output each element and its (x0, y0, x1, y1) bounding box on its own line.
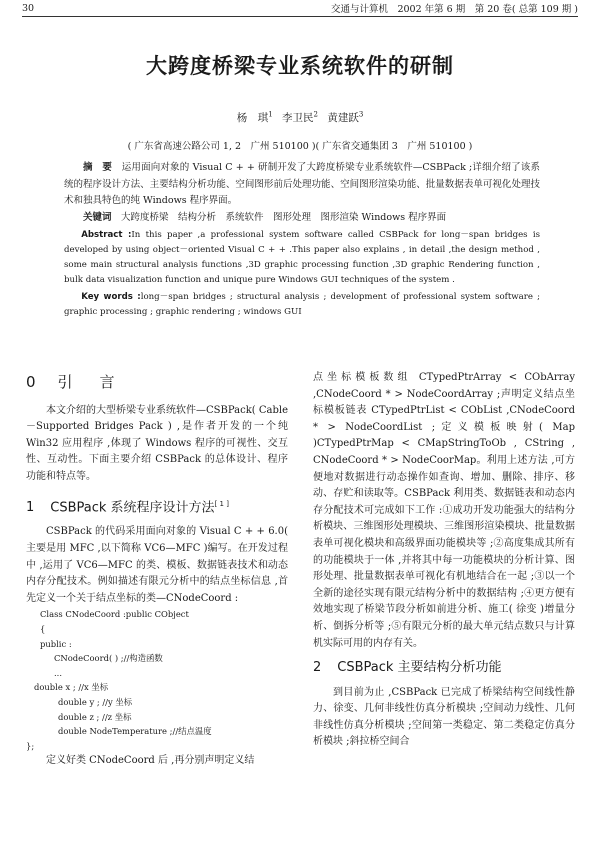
abstract-en: Abstract :In this paper ,a professional system software called CSBPack for long－span bridges is developed by using object－oriented Visual C + + .This paper also explains , in detail ,the design method , some main structural analysis functions ,3D graphic processing function ,3D graphic Rendering function , bulk data visualization function and unique pure Windows GUI techniques of the system . (64, 230, 540, 285)
code-line: }; (26, 740, 35, 751)
author-list (0, 110, 600, 125)
keywords-cn: 关键词 大跨度桥梁 结构分析 系统软件 图形处理 图形渲染 Windows 程序界面 (83, 211, 447, 223)
abstract-label: 摘 要 (83, 162, 113, 173)
abstract-en-label: Abstract : (81, 230, 132, 240)
code-line: double z ; //z 坐标 (58, 711, 132, 722)
section-1-heading: 1 CSBPack 系统程序设计方法[ 1 ] (26, 499, 229, 515)
left-column (26, 370, 288, 770)
abstract-block (64, 160, 540, 320)
section-0-heading: 0 引 言 (26, 373, 121, 391)
keywords-en: Key words :long－span bridges ; structural analysis ; development of professional system software ; graphic processing ; graphic rendering ; windows GUI (64, 292, 541, 317)
code-line: double y ; //y 坐标 (58, 697, 133, 708)
page-number: 30 (22, 2, 35, 14)
section-1-paragraph: CSBPack 的代码采用面向对象的 Visual C + + 6.0( 主要是用 MFC ,以下简称 VC6—MFC )编写。在开发过程中 ,运用了 VC6—MFC 的类、模板、数据链表技术和动态内存分配技术。例如描述有限元分析中的结点坐标信息 ,首先定义一个关于结点坐标的类—CNodeCoord : (26, 526, 288, 604)
author-name: 杨 琪$^1$ (236, 110, 273, 124)
section-1-paragraph-cont: 定义好类 CNodeCoord 后 ,再分别声明定义结 (46, 755, 255, 767)
author-name: 黄建跃$^3$ (327, 110, 364, 124)
code-line: Class CNodeCoord :public CObject (40, 609, 189, 620)
citation: [ 1 ] (214, 499, 229, 508)
section-2-heading: 2 CSBPack 主要结构分析功能 (313, 660, 502, 676)
right-paragraph: 点坐标模板数组 CTypedPtrArray < CObArray ,CNodeCoord * > NodeCoordArray ;声明定义结点坐标模板链表 CTypedPtrList < CObList ,CNodeCoord * > NodeCoordList ;定义模板映射( Map )CTypedPtrMap < CMapStringToOb , CString , CNodeCoord * > NodeCoorMap。利用上述方法 ,可方便地对数据进行动态操作如查询、增加、删除、排序、移动、存贮和读取等。CSBPack 利用类、数据链表和动态内存分配技术可完成如下工作 :①成功开发功能强大的结构分析模块、三维图形处理模块、三维图形渲染模块、批量数据表单可视化模块和高级界面功能模块等 ;②高度集成其所有的功能模块于一体 ,并将其中每一功能模块的分析计算、图形处理、批量数据表单可视化有机地结合在一起 ;③以一个全新的途径实现有限元结构分析中的数据结构 ;④更方便有效地实现了桥梁节段分析如前进分析、施工( 徐变 )增量分析、倒拆分析等 ;⑤有限元分析的最大单元结点数只与计算机实际可用的内存有关。 (313, 372, 575, 649)
code-line: double NodeTemperature ;//结点温度 (58, 726, 212, 737)
code-listing (26, 607, 288, 753)
running-header (22, 0, 578, 17)
keywords-en-label: Key words : (81, 292, 141, 302)
section-0-paragraph: 本文介绍的大型桥梁专业系统软件—CSBPack( Cable－Supported Bridges Pack ) ,是作者开发的一个纯 Win32 应用程序 ,体现了 Windows 程序的可视性、交互性、互动性。下面主要介绍 CSBPack 的总体设计、程序功能和特点等。 (26, 404, 288, 482)
code-line: public : (40, 638, 72, 649)
journal-info: 交通与计算机 2002 年第 6 期 第 20 卷( 总第 109 期 ) (330, 4, 578, 15)
section-2-paragraph: 到目前为止 ,CSBPack 已完成了桥梁结构空间线性静力、徐变、几何非线性仿真分析模块 ;空间动力线性、几何非线性仿真分析模块 ;空间第一类稳定、第二类稳定仿真分析模块 ;斜拉桥空间合 (313, 686, 575, 748)
right-column (313, 370, 575, 751)
paper-title: 大跨度桥梁专业系统软件的研制 (146, 54, 454, 78)
keywords-label: 关键词 (83, 211, 112, 223)
code-line: { (40, 624, 46, 635)
abstract-cn: 摘 要 运用面向对象的 Visual C + + 研制开发了大跨度桥梁专业系统软件—CSBPack ;详细介绍了该系统的程序设计方法、主要结构分析功能、空间图形前后处理功能、空间图形渲染功能、批量数据表单可视化处理技术和独具特色的纯 Windows 程序界面。 (64, 162, 540, 206)
code-line: double x ; //x 坐标 (34, 682, 109, 693)
affiliation: ( 广东省高速公路公司 1, 2 广州 510100 )( 广东省交通集团 3 广州 510100 ) (127, 141, 473, 152)
code-line: CNodeCoord( ) ;//构造函数 (54, 653, 163, 664)
code-line: ... (54, 667, 62, 678)
author-name: 李卫民$^2$ (282, 110, 318, 124)
